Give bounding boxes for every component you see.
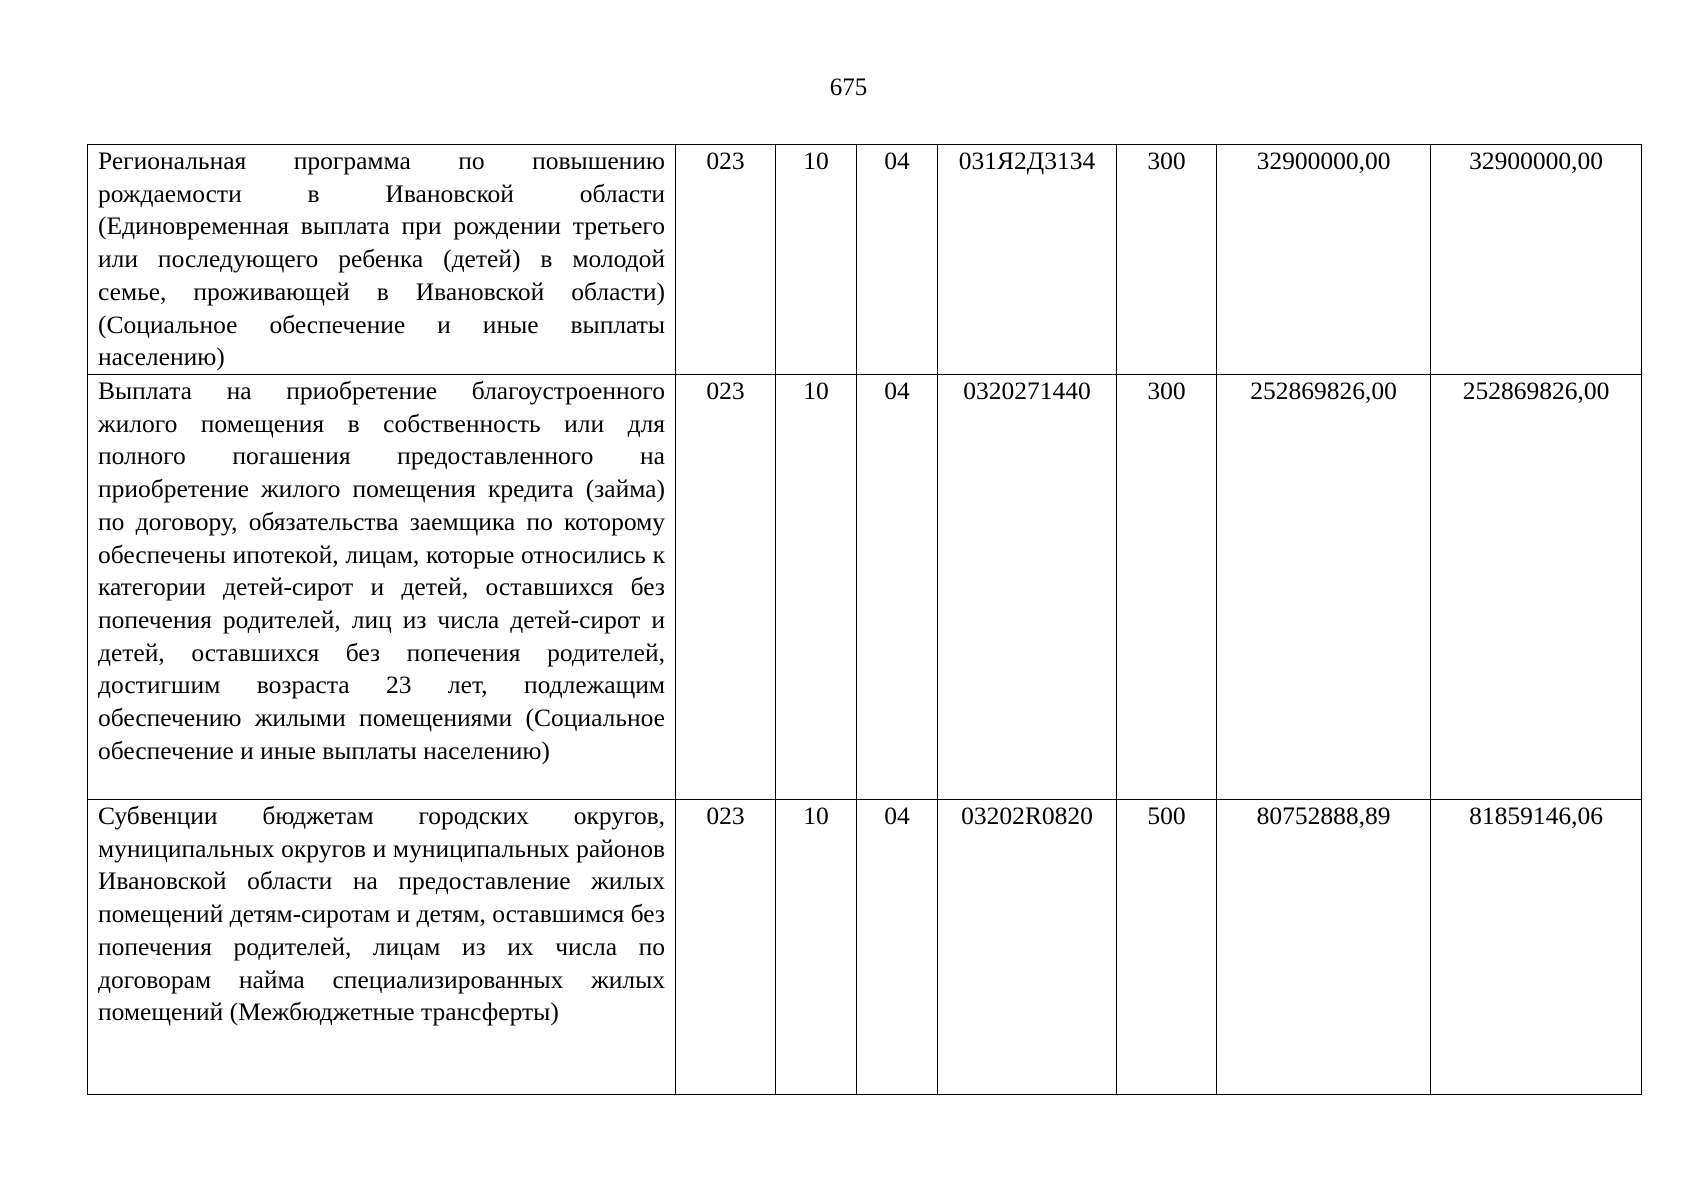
subsection-code: 04 [857,145,938,375]
subsection-code: 04 [857,375,938,800]
page-number: 675 [829,74,868,101]
table-row [88,375,1642,800]
amount-year2: 81859146,06 [1431,800,1642,1095]
amount-year1: 80752888,89 [1217,800,1431,1095]
expense-type-code: 300 [1117,375,1217,800]
amount-year1: 32900000,00 [1217,145,1431,375]
amount-year2: 32900000,00 [1431,145,1642,375]
expense-type-code: 300 [1117,145,1217,375]
budget-table [87,144,1642,1095]
row-description: Региональная программа по повышению рождаемости в Ивановской области (Единовременная выплата при рождении третьего или последующего ребенка (детей) в молодой семье, проживающей в Ивановской области) (Социальное обеспечение и иные выплаты населению) [88,145,676,375]
target-article-code: 03202R0820 [938,800,1117,1095]
ministry-code: 023 [676,800,776,1095]
row-description: Субвенции бюджетам городских округов, муниципальных округов и муниципальных районов Ивановской области на предоставление жилых помещений детям-сиротам и детям, оставшимся без попечения родителей, лицам из их числа по договорам найма специализированных жилых помещений (Межбюджетные трансферты) [88,800,676,1095]
row-description: Выплата на приобретение благоустроенного жилого помещения в собственность или для полного погашения предоставленного на приобретение жилого помещения кредита (займа) по договору, обязательства заемщика по которому обеспечены ипотекой, лицам, которые относились к категории детей-сирот и детей, оставшихся без попечения родителей, лиц из числа детей-сирот и детей, оставшихся без попечения родителей, достигшим возраста 23 лет, подлежащим обеспечению жилыми помещениями (Социальное обеспечение и иные выплаты населению) [88,375,676,800]
section-code: 10 [776,800,857,1095]
table-row [88,145,1642,375]
target-article-code: 0320271440 [938,375,1117,800]
ministry-code: 023 [676,145,776,375]
section-code: 10 [776,375,857,800]
target-article-code: 031Я2Д3134 [938,145,1117,375]
amount-year2: 252869826,00 [1431,375,1642,800]
expense-type-code: 500 [1117,800,1217,1095]
amount-year1: 252869826,00 [1217,375,1431,800]
subsection-code: 04 [857,800,938,1095]
section-code: 10 [776,145,857,375]
ministry-code: 023 [676,375,776,800]
table-row [88,800,1642,1095]
